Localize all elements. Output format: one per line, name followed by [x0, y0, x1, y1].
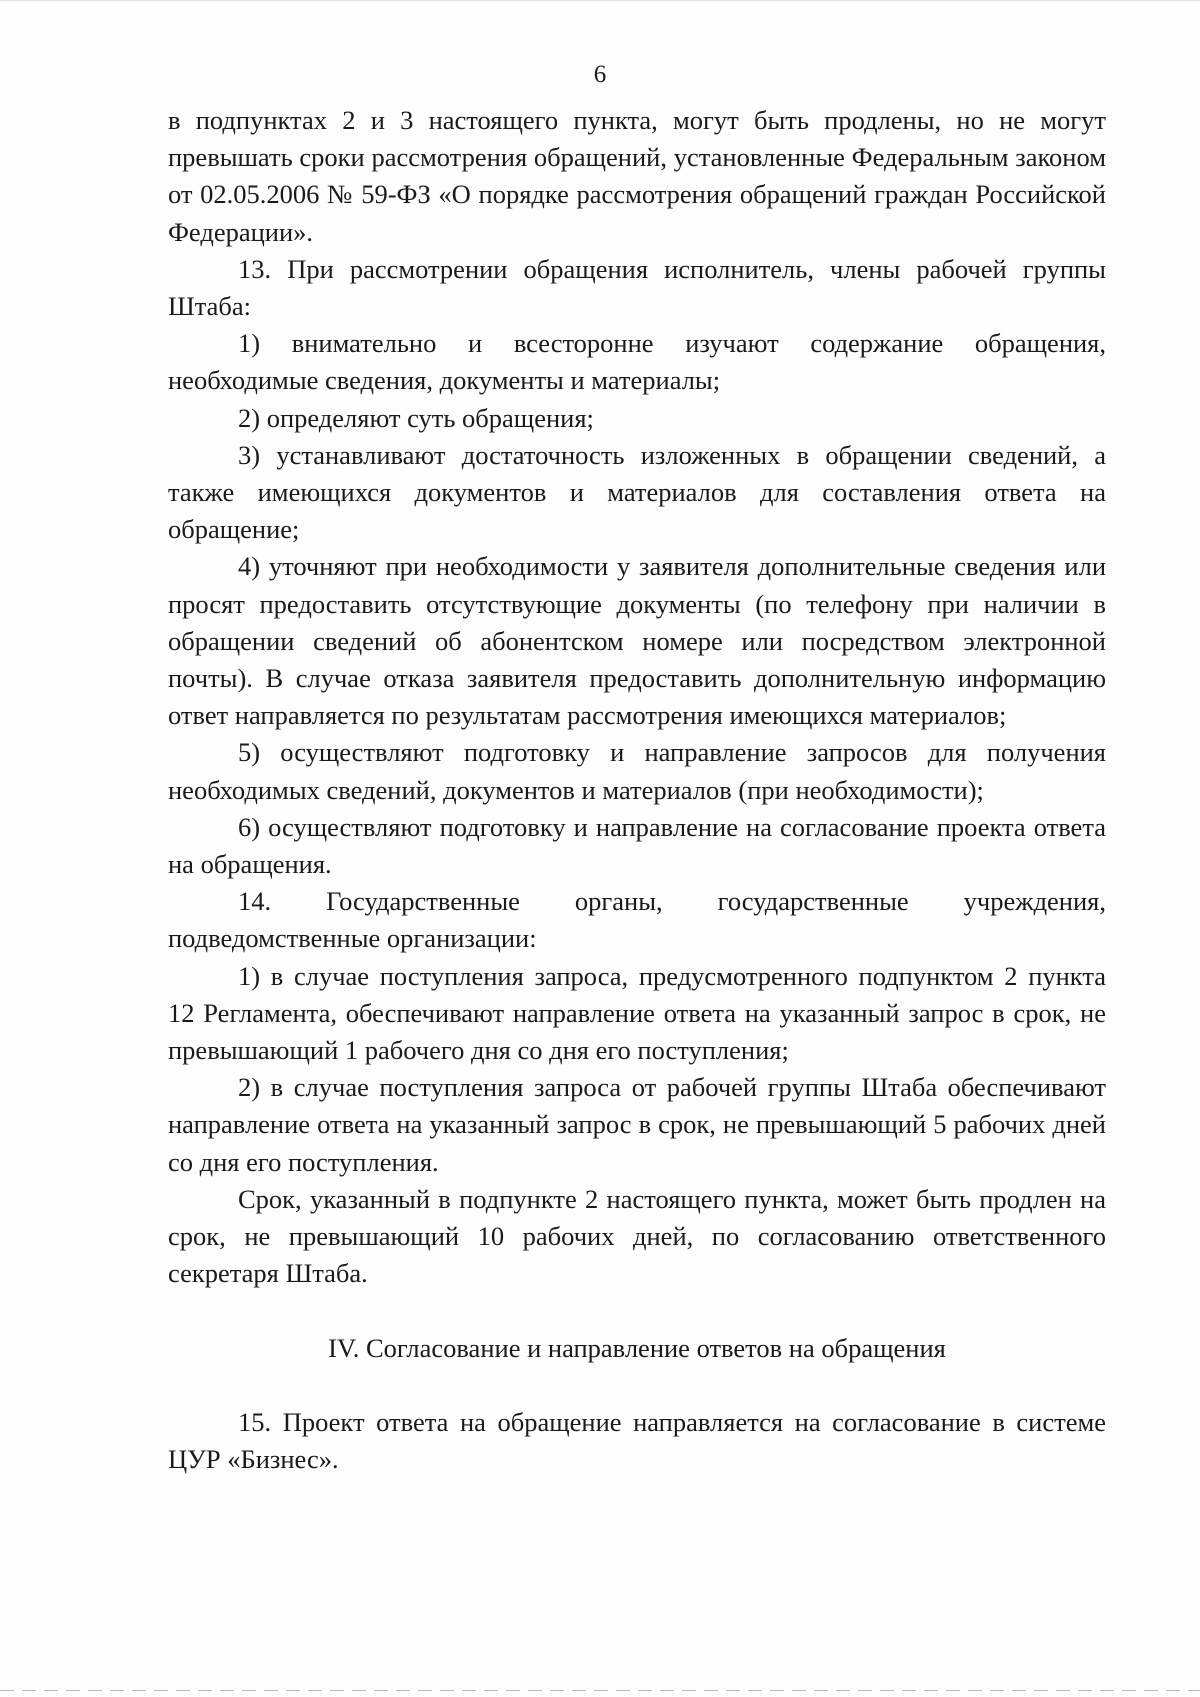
scan-edge-top	[0, 0, 1200, 1]
paragraph-14-2: 2) в случае поступления запроса от рабочей группы Штаба обеспечивают направление ответа на указанный запрос в срок, не превышающий 5 рабочих дней со дня его поступления.	[168, 1072, 1106, 1177]
page-number: 6	[593, 61, 607, 88]
paragraph-14-1: 1) в случае поступления запроса, предусмотренного подпунктом 2 пункта 12 Регламента, обеспечивают направление ответа на указанный запрос в срок, не превышающий 1 рабочего дня со дня его поступления;	[168, 960, 1106, 1066]
section-heading: IV. Согласование и направление ответов на обращения	[328, 1332, 946, 1363]
document-body	[168, 102, 1106, 1478]
paragraph-13-3: 3) устанавливают достаточность изложенных в обращении сведений, а также имеющихся документов и материалов для составления ответа на обращение;	[168, 439, 1106, 545]
scan-edge-bottom	[0, 1690, 1200, 1691]
paragraph-13-2: 2) определяют суть обращения;	[238, 402, 594, 433]
paragraph-item-15: 15. Проект ответа на обращение направляется на согласование в системе ЦУР «Бизнес».	[168, 1406, 1106, 1474]
paragraph-13-1: 1) внимательно и всесторонне изучают содержание обращения, необходимые сведения, документы и материалы;	[168, 328, 1106, 396]
paragraph-13-5: 5) осуществляют подготовку и направление запросов для получения необходимых сведений, документов и материалов (при необходимости);	[168, 737, 1106, 805]
paragraph-term-extension: Срок, указанный в подпункте 2 настоящего пункта, может быть продлен на срок, не превышающий 10 рабочих дней, по согласованию ответственного секретаря Штаба.	[168, 1183, 1106, 1289]
paragraph-13-4: 4) уточняют при необходимости у заявителя дополнительные сведения или просят предоставить отсутствующие документы (по телефону при наличии в обращении сведений об абонентском номере или посредством электронной почты). В случае отказа заявителя предоставить дополнительную информацию ответ направляется по результатам рассмотрения имеющихся материалов;	[168, 551, 1106, 731]
paragraph-13-6: 6) осуществляют подготовку и направление на согласование проекта ответа на обращения.	[168, 811, 1106, 880]
paragraph-item-13: 13. При рассмотрении обращения исполнитель, члены рабочей группы Штаба:	[168, 253, 1106, 322]
paragraph-continuation: в подпунктах 2 и 3 настоящего пункта, могут быть продлены, но не могут превышать сроки рассмотрения обращений, установленные Федеральным законом от 02.05.2006 № 59-ФЗ «О порядке рассмотрения обращений граждан Российской Федерации».	[168, 105, 1106, 247]
paragraph-item-14: 14. Государственные органы, государственные учреждения, подведомственные организации:	[168, 886, 1106, 954]
